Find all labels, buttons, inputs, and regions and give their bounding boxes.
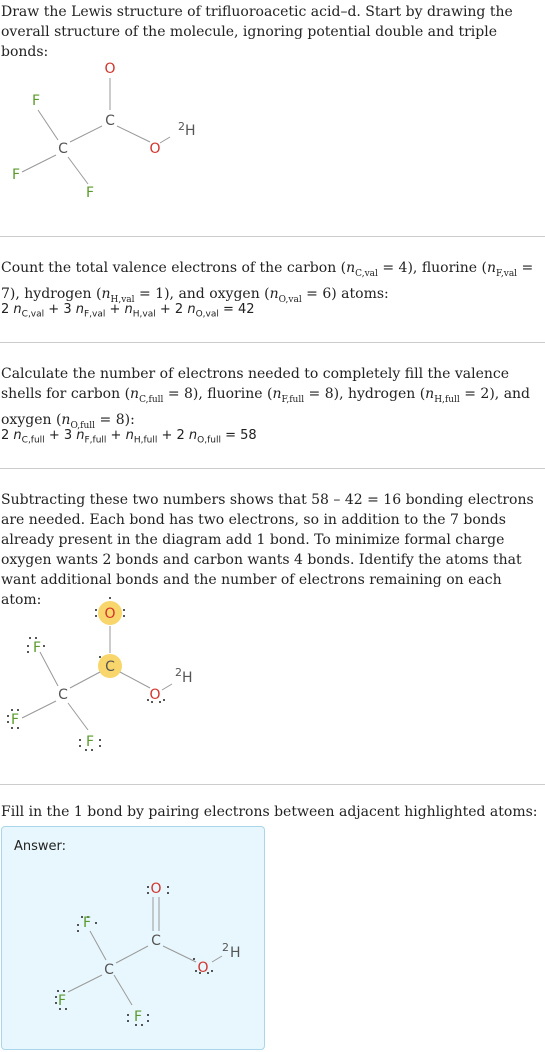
- atom-O: O: [149, 687, 161, 703]
- isotope-label: 2: [175, 666, 182, 679]
- step2-formula: 2 $n_{C,full} + 3$ $n_{F,full} + n_{H,full} + 2$ $n_{O,full} = 58$: [1, 428, 257, 446]
- atom-C: C: [151, 933, 161, 949]
- step4-text: Fill in the 1 bond by pairing electrons between adjacent highlighted atoms:: [1, 804, 538, 820]
- atom-C: C: [58, 687, 68, 703]
- atom-F: F: [82, 915, 92, 931]
- atom-C: C: [58, 141, 68, 157]
- step1-formula: 2 $n_{C,val} + 3$ $n_{F,val} + n_{H,val} + 2$ $n_{O,val} = 42$: [1, 302, 255, 320]
- atom-F: F: [32, 640, 42, 656]
- divider: [0, 784, 545, 785]
- atom-C: C: [105, 113, 115, 129]
- molecule-skeleton: [0, 0, 545, 220]
- atom-O: O: [150, 881, 162, 897]
- atom-H: H: [182, 670, 193, 686]
- atom-F: F: [57, 993, 67, 1009]
- atom-F: F: [10, 712, 20, 728]
- atom-F: F: [133, 1009, 143, 1025]
- divider: [0, 342, 545, 343]
- atom-C: C: [105, 659, 115, 675]
- atom-O: O: [197, 960, 209, 976]
- divider: [0, 236, 545, 237]
- answer-box: [1, 826, 265, 1050]
- atom-F: F: [85, 185, 95, 201]
- atom-O: O: [104, 606, 116, 622]
- step2-text: Calculate the number of electrons needed to completely fill the valence shells for carbon $(n_{C,full} = 8)$, fluorine $(n_{F,full} = 8)$, hydrogen $(n_{H,full} = 2)$, and oxygen $(n_{O,full} = 8)$:: [1, 366, 531, 431]
- atom-F: F: [11, 167, 21, 183]
- molecule-highlighted: [0, 590, 545, 770]
- atom-H: H: [185, 123, 196, 139]
- step3-text: Subtracting these two numbers shows that 58 – 42 = 16 bonding electrons are needed. Each bond has two electrons, so in addition to the 7 bonds already present in the diagram add 1 bond. To minimize formal charge oxygen wants 2 bonds and carbon wants 4 bonds. Identify the atoms that want additional bonds and the number of electrons remaining on each atom:: [1, 492, 534, 608]
- isotope-label: 2: [222, 941, 229, 954]
- molecule-answer: [2, 827, 264, 1049]
- atom-H: H: [230, 945, 241, 961]
- divider: [0, 468, 545, 469]
- intro-text: Draw the Lewis structure of trifluoroacetic acid–d. Start by drawing the overall structure of the molecule, ignoring potential double and triple bonds:: [1, 4, 513, 60]
- step1-text: Count the total valence electrons of the carbon $(n_{C,val} = 4)$, fluorine $(n_{F,val} = 7)$, hydrogen $(n_{H,val} = 1)$, and oxygen $(n_{O,val} = 6)$ atoms:: [1, 260, 534, 305]
- atom-C: C: [104, 962, 114, 978]
- isotope-label: 2: [178, 120, 185, 133]
- atom-F: F: [31, 93, 41, 109]
- answer-label: Answer:: [14, 839, 67, 854]
- atom-O: O: [149, 141, 161, 157]
- atom-O: O: [104, 61, 116, 77]
- atom-F: F: [85, 734, 95, 750]
